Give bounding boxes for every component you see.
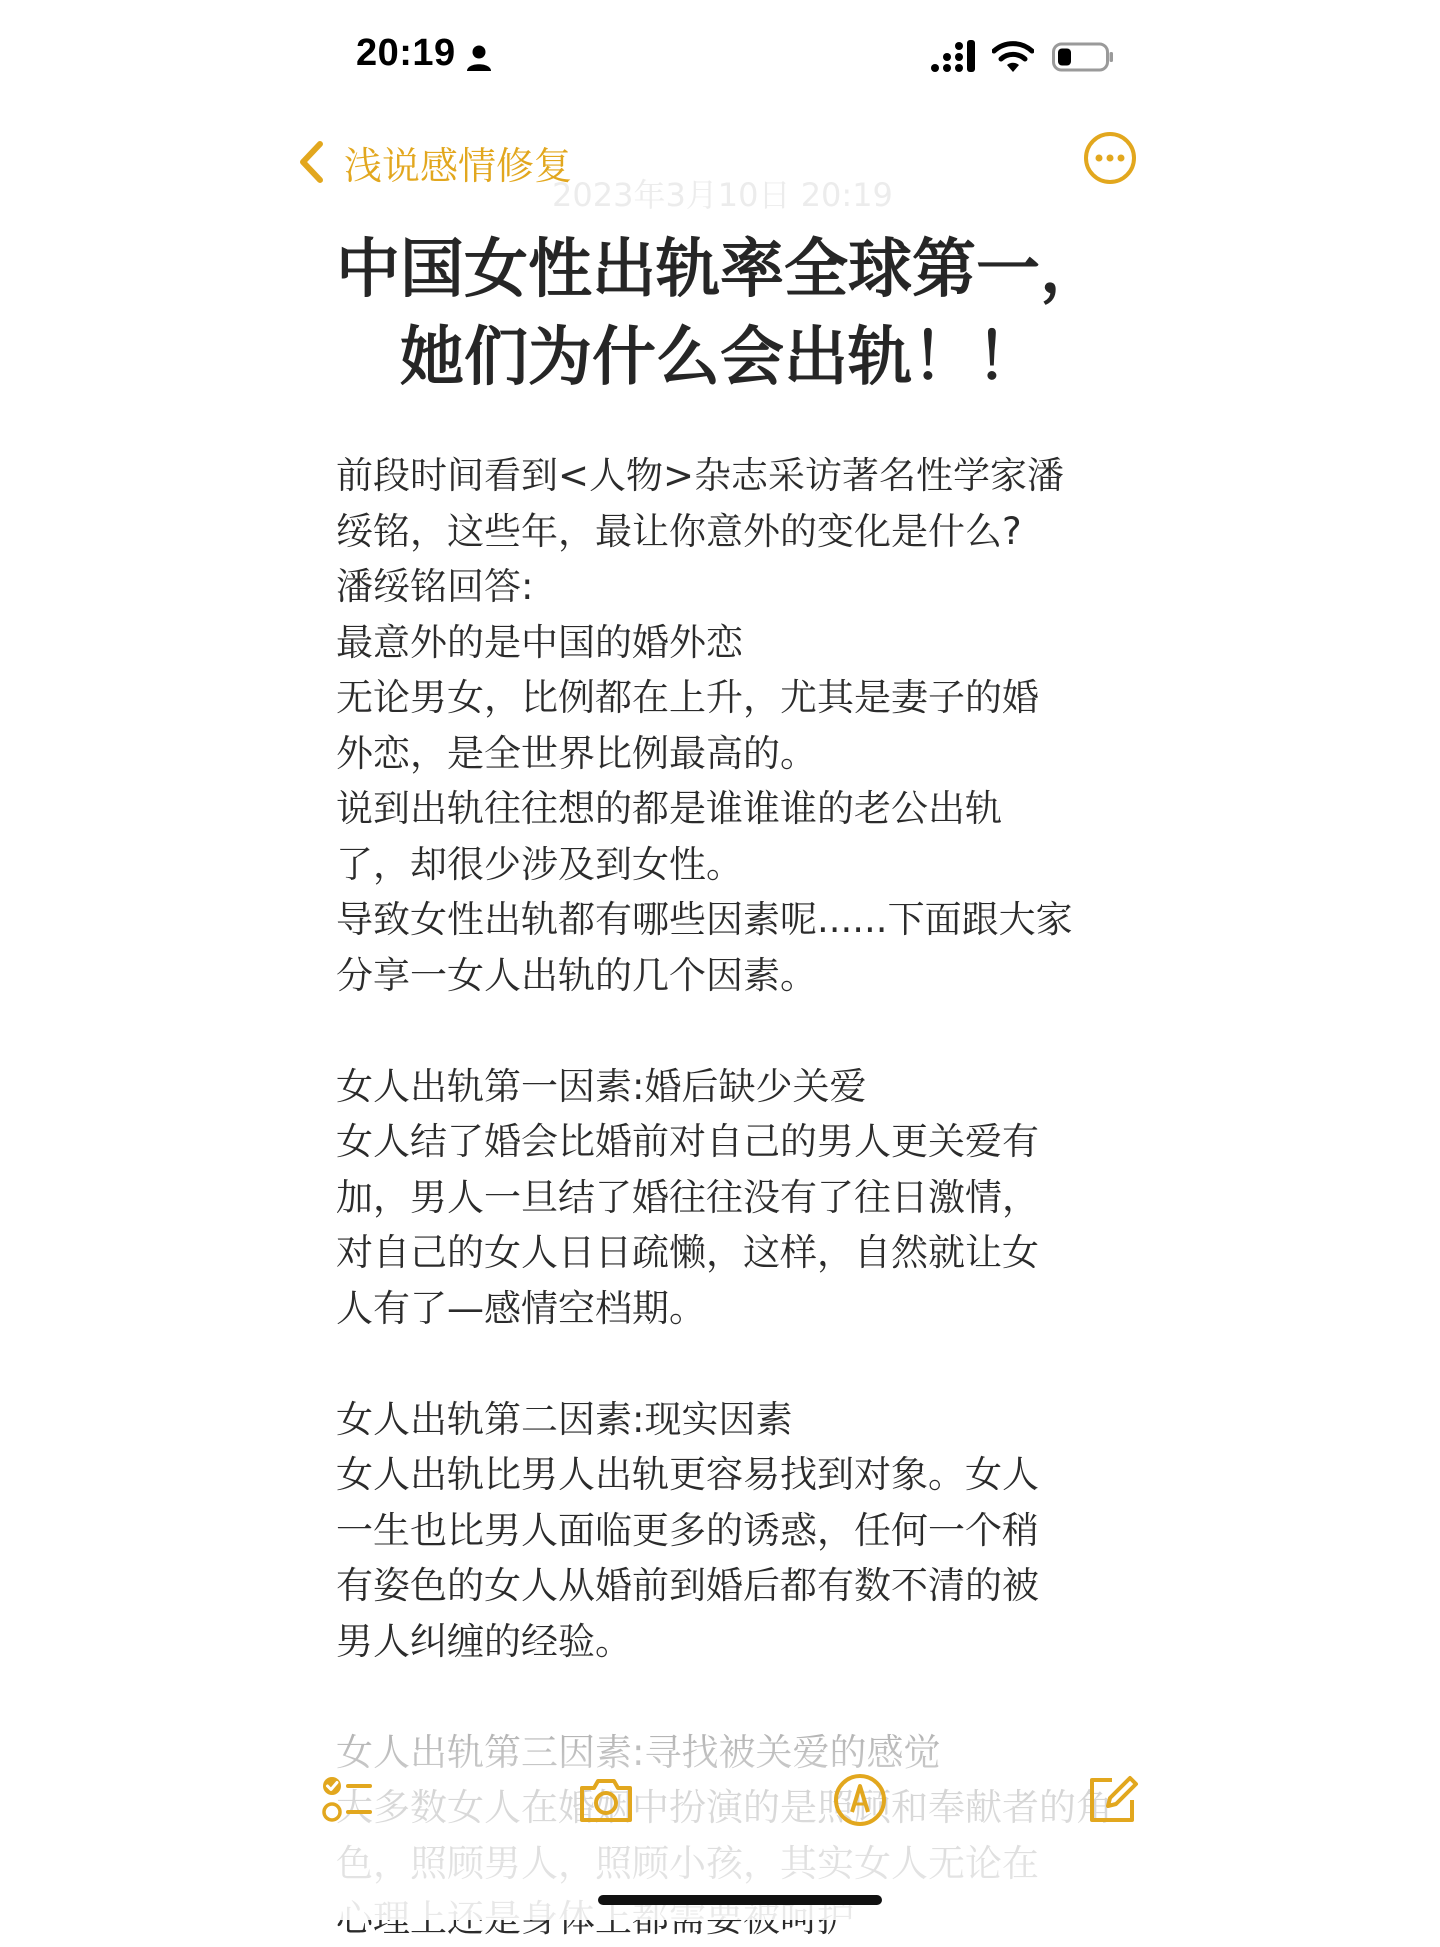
- back-button[interactable]: [296, 132, 572, 192]
- cellular-signal-icon: [930, 40, 980, 74]
- back-label: 浅说感情修复: [344, 143, 573, 188]
- wifi-icon: [992, 40, 1034, 74]
- chevron-left-icon: [296, 139, 326, 185]
- home-indicator[interactable]: [598, 1895, 882, 1905]
- compose-icon[interactable]: [1082, 1770, 1142, 1830]
- status-time: 20:19: [356, 32, 456, 74]
- bottom-toolbar: [0, 1770, 1440, 1840]
- person-icon: [466, 44, 492, 72]
- status-bar: [0, 0, 1440, 110]
- note-paragraph: 女人出轨第二因素:现实因素 女人出轨比男人出轨更容易找到对象。女人 一生也比男人面临更多的诱惑，任何一个稍 有姿色的女人从婚前到婚后都有数不清的被 男人纠缠的经验。: [336, 1397, 1039, 1663]
- camera-icon[interactable]: [576, 1770, 636, 1830]
- note-paragraph: 前段时间看到<人物>杂志采访著名性学家潘 绥铭，这些年，最让你意外的变化是什么? 潘绥铭回答: 最意外的是中国的婚外恋 无论男女，比例都在上升，尤其是妻子的婚 外恋，是全世界比例最高的。 说到出轨往往想的都是谁谁谁的老公出轨 了，却很少涉及到女性。 导致女性出轨都有哪些因素呢......下面跟大家 分享一女人出轨的几个因素。: [336, 454, 1073, 997]
- checklist-icon[interactable]: [318, 1770, 378, 1830]
- more-options-icon[interactable]: [1082, 130, 1138, 186]
- note-title[interactable]: 中国女性出轨率全球第一，她们为什么会出轨！！: [336, 233, 1104, 395]
- note-date: 2023年3月10日 20:19: [552, 176, 893, 214]
- markup-icon[interactable]: [830, 1770, 890, 1830]
- note-paragraph: 女人出轨第一因素:婚后缺少关爱 女人结了婚会比婚前对自己的男人更关爱有 加，男人一旦结了婚往往没有了往日激情， 对自己的女人日日疏懒，这样，自然就让女 人有了—感情空档期。: [336, 1064, 1039, 1330]
- battery-icon: [1052, 42, 1114, 72]
